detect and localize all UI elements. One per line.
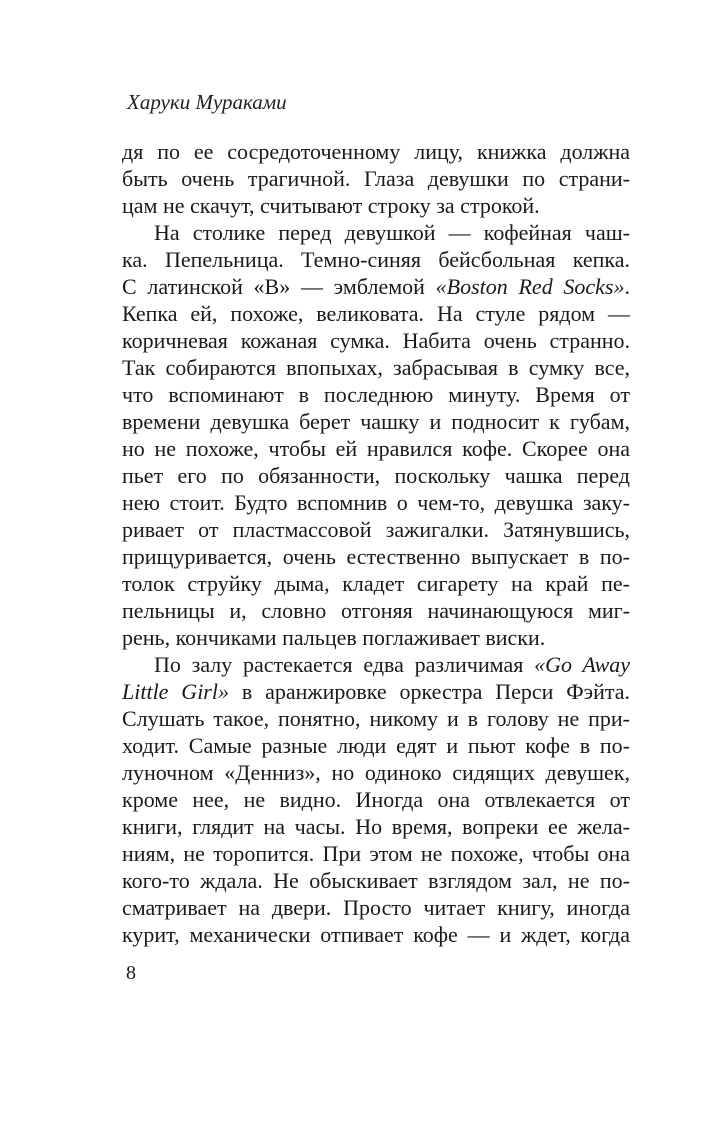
text-segment: По залу растекается едва различимая [154,652,535,677]
text-line [122,381,630,408]
text-segment: дя по ее сосредоточенному лицу, книжка должна [122,139,630,164]
text-segment: Кепка ей, похоже, великовата. На стуле рядом — [122,301,630,326]
text-line [122,165,630,192]
text-line [122,273,630,300]
text-line [122,705,630,732]
text-segment: быть очень трагичной. Глаза девушки по страни- [122,166,630,191]
italic-text-segment: Little Girl» [122,679,229,704]
text-segment: ривает от пластмассовой зажигалки. Затянувшись, [122,517,630,542]
text-segment: луночном «Денниз», но одиноко сидящих девушек, [122,760,630,785]
text-segment: но не похоже, чтобы ей нравился кофе. Скорее она [122,436,630,461]
text-segment: пьет его по обязанности, поскольку чашка перед [122,463,630,488]
text-segment: ниям, не торопится. При этом не похоже, чтобы она [122,841,630,866]
text-line [122,570,630,597]
text-segment: сматривает на двери. Просто читает книгу, иногда [122,895,630,920]
text-segment: курит, механически отпивает кофе — и ждет, когда [122,922,630,947]
text-line [122,921,630,948]
text-segment: ходит. Самые разные люди едят и пьют кофе в по- [122,733,630,758]
text-line [122,597,630,624]
text-segment: Так собираются впопыхах, забрасывая в сумку все, [122,355,630,380]
page-number: 8 [126,962,136,984]
text-line [122,354,630,381]
text-line [122,138,630,165]
text-segment: коричневая кожаная сумка. Набита очень странно. [122,328,630,353]
text-line [122,462,630,489]
text-segment: пельницы и, словно отгоняя начинающуюся миг- [122,598,630,623]
text-segment: кого-то ждала. Не обыскивает взглядом зал, не по- [122,868,630,893]
text-line [122,813,630,840]
text-segment: нею стоит. Будто вспомнив о чем-то, девушка заку- [122,490,630,515]
text-line [122,840,630,867]
text-line [122,327,630,354]
running-header: Харуки Мураками [127,90,287,114]
text-line [122,759,630,786]
body-text [122,138,630,948]
text-line [122,894,630,921]
text-segment: что вспоминают в последнюю минуту. Время от [122,382,630,407]
text-line [122,408,630,435]
text-segment: в аранжировке оркестра Перси Фэйта. [228,679,630,704]
italic-text-segment: «Boston Red Socks» [435,274,625,299]
text-segment: времени девушка берет чашку и подносит к губам, [122,409,630,434]
text-segment: толок струйку дыма, кладет сигарету на край пе- [122,571,630,596]
text-line [122,732,630,759]
text-line [122,219,630,246]
text-line [122,435,630,462]
text-line [122,786,630,813]
text-line [122,300,630,327]
text-segment: кроме нее, не видно. Иногда она отвлекается от [122,787,630,812]
text-line [122,543,630,570]
text-line [122,516,630,543]
text-segment: Слушать такое, понятно, никому и в голову не при- [122,706,630,731]
text-segment: На столике перед девушкой — кофейная чаш- [154,220,630,245]
text-line [122,624,630,651]
text-segment: прищуривается, очень естественно выпускает в по- [122,544,630,569]
text-line [122,678,630,705]
text-segment: книги, глядит на часы. Но время, вопреки ее жела- [122,814,630,839]
text-line [122,489,630,516]
text-line [122,192,630,219]
text-segment: С латинской «B» — эмблемой [122,274,436,299]
text-segment: рень, кончиками пальцев поглаживает виски. [122,625,546,650]
text-line [122,246,630,273]
text-segment: цам не скачут, считывают строку за строкой. [122,193,540,218]
text-segment: . [624,274,630,299]
text-segment: ка. Пепельница. Темно-синяя бейсбольная кепка. [122,247,630,272]
italic-text-segment: «Go Away [534,652,630,677]
text-line [122,867,630,894]
text-line [122,651,630,678]
